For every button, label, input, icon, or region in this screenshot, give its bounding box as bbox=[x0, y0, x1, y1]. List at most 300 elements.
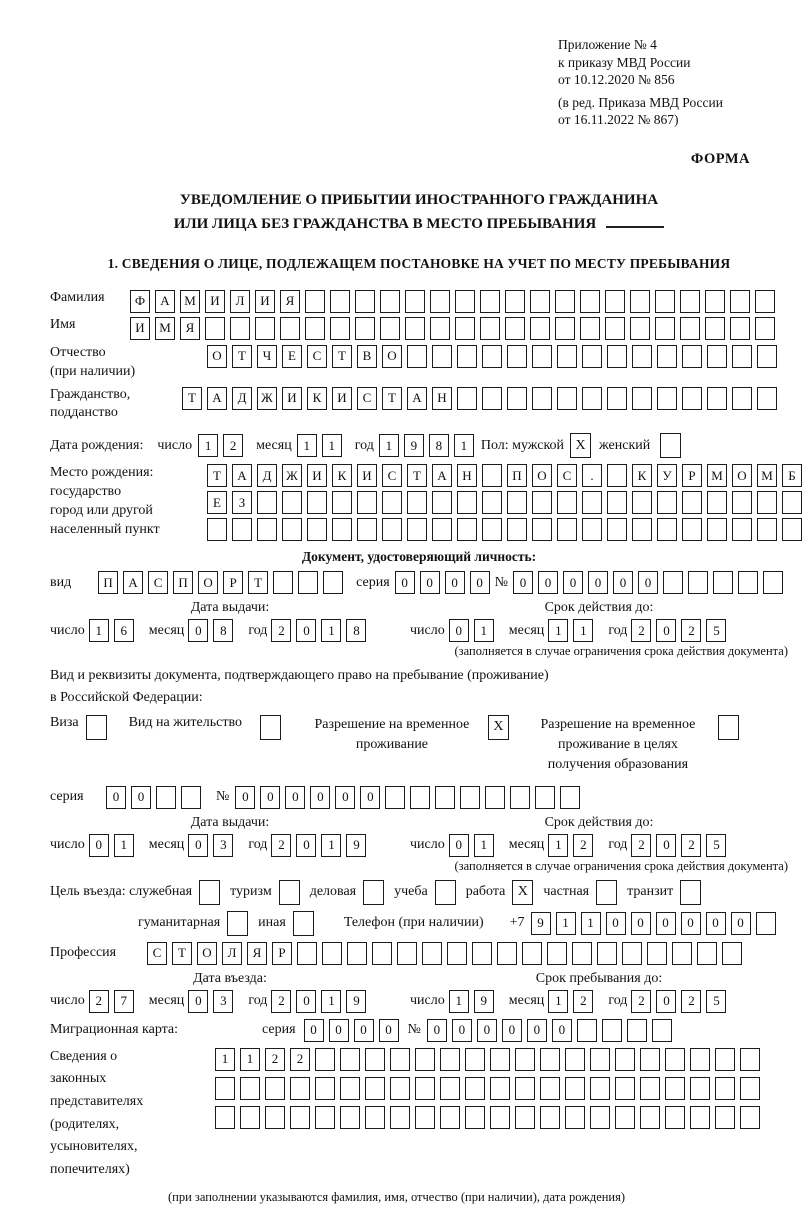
char-cell[interactable] bbox=[215, 1106, 235, 1129]
char-cell[interactable]: Б bbox=[782, 464, 802, 487]
char-cell[interactable]: Ж bbox=[257, 387, 277, 410]
char-cell[interactable] bbox=[515, 1077, 535, 1100]
char-cell[interactable]: 0 bbox=[360, 786, 380, 809]
char-cell[interactable] bbox=[507, 345, 527, 368]
char-cell[interactable]: 6 bbox=[114, 619, 134, 642]
char-cell[interactable] bbox=[265, 1106, 285, 1129]
char-cell[interactable]: П bbox=[173, 571, 193, 594]
char-cell[interactable] bbox=[640, 1048, 660, 1071]
char-cell[interactable] bbox=[240, 1106, 260, 1129]
char-cell[interactable] bbox=[705, 290, 725, 313]
char-cell[interactable]: 0 bbox=[502, 1019, 522, 1042]
char-cell[interactable]: 0 bbox=[588, 571, 608, 594]
permit-valid-month-cells[interactable] bbox=[548, 834, 598, 857]
char-cell[interactable]: 3 bbox=[213, 834, 233, 857]
birthplace-cells-3[interactable] bbox=[207, 518, 807, 541]
char-cell[interactable] bbox=[782, 491, 802, 514]
char-cell[interactable] bbox=[282, 518, 302, 541]
char-cell[interactable] bbox=[515, 1106, 535, 1129]
char-cell[interactable] bbox=[407, 491, 427, 514]
char-cell[interactable] bbox=[472, 942, 492, 965]
char-cell[interactable] bbox=[782, 518, 802, 541]
char-cell[interactable] bbox=[330, 290, 350, 313]
char-cell[interactable] bbox=[510, 786, 530, 809]
char-cell[interactable] bbox=[357, 518, 377, 541]
char-cell[interactable]: 0 bbox=[452, 1019, 472, 1042]
char-cell[interactable]: Д bbox=[257, 464, 277, 487]
char-cell[interactable]: 2 bbox=[631, 619, 651, 642]
char-cell[interactable] bbox=[707, 518, 727, 541]
char-cell[interactable] bbox=[322, 942, 342, 965]
char-cell[interactable] bbox=[340, 1048, 360, 1071]
patronymic-cells[interactable] bbox=[207, 344, 782, 368]
char-cell[interactable]: Р bbox=[272, 942, 292, 965]
char-cell[interactable] bbox=[280, 317, 300, 340]
char-cell[interactable] bbox=[507, 491, 527, 514]
char-cell[interactable]: В bbox=[357, 345, 377, 368]
char-cell[interactable] bbox=[732, 387, 752, 410]
char-cell[interactable]: 2 bbox=[631, 990, 651, 1013]
char-cell[interactable] bbox=[530, 290, 550, 313]
visa-checkbox[interactable] bbox=[86, 715, 107, 740]
char-cell[interactable]: 1 bbox=[322, 434, 342, 457]
char-cell[interactable]: 2 bbox=[631, 834, 651, 857]
char-cell[interactable]: 1 bbox=[548, 990, 568, 1013]
char-cell[interactable]: . bbox=[582, 464, 602, 487]
char-cell[interactable] bbox=[457, 345, 477, 368]
char-cell[interactable] bbox=[565, 1077, 585, 1100]
char-cell[interactable] bbox=[627, 1019, 647, 1042]
char-cell[interactable] bbox=[615, 1048, 635, 1071]
char-cell[interactable] bbox=[757, 387, 777, 410]
purpose-tourism-checkbox[interactable] bbox=[279, 880, 300, 905]
char-cell[interactable] bbox=[482, 518, 502, 541]
char-cell[interactable] bbox=[380, 290, 400, 313]
char-cell[interactable] bbox=[547, 942, 567, 965]
char-cell[interactable] bbox=[640, 1077, 660, 1100]
permit-series-cells[interactable] bbox=[106, 786, 206, 809]
citizenship-cells[interactable] bbox=[182, 386, 782, 410]
char-cell[interactable]: 0 bbox=[354, 1019, 374, 1042]
firstname-cells[interactable] bbox=[130, 317, 780, 340]
char-cell[interactable] bbox=[422, 942, 442, 965]
char-cell[interactable]: Н bbox=[432, 387, 452, 410]
char-cell[interactable]: 1 bbox=[454, 434, 474, 457]
char-cell[interactable]: 1 bbox=[321, 834, 341, 857]
char-cell[interactable] bbox=[330, 317, 350, 340]
char-cell[interactable] bbox=[460, 786, 480, 809]
char-cell[interactable]: О bbox=[382, 345, 402, 368]
doc-issue-year-cells[interactable] bbox=[271, 619, 371, 642]
char-cell[interactable]: 2 bbox=[681, 834, 701, 857]
char-cell[interactable] bbox=[640, 1106, 660, 1129]
char-cell[interactable] bbox=[707, 387, 727, 410]
char-cell[interactable]: 1 bbox=[114, 834, 134, 857]
char-cell[interactable] bbox=[532, 491, 552, 514]
char-cell[interactable] bbox=[382, 518, 402, 541]
char-cell[interactable] bbox=[490, 1077, 510, 1100]
purpose-humanitarian-checkbox[interactable] bbox=[227, 911, 248, 936]
char-cell[interactable]: 1 bbox=[215, 1048, 235, 1071]
char-cell[interactable]: 0 bbox=[106, 786, 126, 809]
char-cell[interactable]: 0 bbox=[638, 571, 658, 594]
char-cell[interactable] bbox=[532, 387, 552, 410]
char-cell[interactable] bbox=[457, 387, 477, 410]
char-cell[interactable] bbox=[382, 491, 402, 514]
char-cell[interactable]: 0 bbox=[527, 1019, 547, 1042]
char-cell[interactable] bbox=[365, 1106, 385, 1129]
char-cell[interactable] bbox=[485, 786, 505, 809]
char-cell[interactable]: И bbox=[130, 317, 150, 340]
char-cell[interactable] bbox=[532, 345, 552, 368]
char-cell[interactable] bbox=[557, 345, 577, 368]
char-cell[interactable]: 1 bbox=[379, 434, 399, 457]
char-cell[interactable] bbox=[572, 942, 592, 965]
char-cell[interactable]: Т bbox=[172, 942, 192, 965]
char-cell[interactable]: 0 bbox=[235, 786, 255, 809]
char-cell[interactable] bbox=[690, 1077, 710, 1100]
char-cell[interactable] bbox=[682, 518, 702, 541]
char-cell[interactable] bbox=[590, 1106, 610, 1129]
char-cell[interactable]: Л bbox=[222, 942, 242, 965]
char-cell[interactable] bbox=[332, 491, 352, 514]
char-cell[interactable] bbox=[307, 518, 327, 541]
char-cell[interactable]: П bbox=[507, 464, 527, 487]
char-cell[interactable]: 0 bbox=[513, 571, 533, 594]
char-cell[interactable] bbox=[582, 491, 602, 514]
char-cell[interactable] bbox=[340, 1077, 360, 1100]
char-cell[interactable]: И bbox=[282, 387, 302, 410]
char-cell[interactable] bbox=[397, 942, 417, 965]
char-cell[interactable] bbox=[582, 345, 602, 368]
char-cell[interactable] bbox=[577, 1019, 597, 1042]
char-cell[interactable]: 8 bbox=[429, 434, 449, 457]
char-cell[interactable]: 9 bbox=[404, 434, 424, 457]
char-cell[interactable] bbox=[482, 491, 502, 514]
char-cell[interactable] bbox=[482, 464, 502, 487]
char-cell[interactable]: Н bbox=[457, 464, 477, 487]
char-cell[interactable]: 0 bbox=[296, 990, 316, 1013]
char-cell[interactable] bbox=[323, 571, 343, 594]
char-cell[interactable]: 1 bbox=[449, 990, 469, 1013]
doc-number-cells[interactable] bbox=[513, 571, 788, 594]
char-cell[interactable]: 0 bbox=[477, 1019, 497, 1042]
char-cell[interactable]: 1 bbox=[548, 834, 568, 857]
char-cell[interactable] bbox=[505, 317, 525, 340]
char-cell[interactable]: П bbox=[98, 571, 118, 594]
char-cell[interactable]: 2 bbox=[271, 619, 291, 642]
char-cell[interactable]: 1 bbox=[198, 434, 218, 457]
sex-male-checkbox[interactable]: X bbox=[570, 433, 591, 458]
char-cell[interactable] bbox=[355, 290, 375, 313]
char-cell[interactable]: Е bbox=[282, 345, 302, 368]
char-cell[interactable] bbox=[665, 1106, 685, 1129]
char-cell[interactable] bbox=[432, 345, 452, 368]
char-cell[interactable] bbox=[415, 1106, 435, 1129]
char-cell[interactable] bbox=[705, 317, 725, 340]
char-cell[interactable]: 0 bbox=[731, 912, 751, 935]
char-cell[interactable] bbox=[730, 290, 750, 313]
char-cell[interactable] bbox=[290, 1106, 310, 1129]
char-cell[interactable] bbox=[557, 387, 577, 410]
char-cell[interactable] bbox=[682, 345, 702, 368]
char-cell[interactable]: 8 bbox=[213, 619, 233, 642]
char-cell[interactable] bbox=[465, 1077, 485, 1100]
doc-issue-day-cells[interactable] bbox=[89, 619, 139, 642]
purpose-business-checkbox[interactable] bbox=[363, 880, 384, 905]
char-cell[interactable] bbox=[497, 942, 517, 965]
char-cell[interactable]: Т bbox=[232, 345, 252, 368]
char-cell[interactable] bbox=[690, 1106, 710, 1129]
char-cell[interactable]: 0 bbox=[188, 834, 208, 857]
char-cell[interactable]: 9 bbox=[474, 990, 494, 1013]
char-cell[interactable]: И bbox=[332, 387, 352, 410]
temp-permit-edu-checkbox[interactable] bbox=[718, 715, 739, 740]
char-cell[interactable]: 0 bbox=[395, 571, 415, 594]
doc-series-cells[interactable] bbox=[395, 571, 495, 594]
char-cell[interactable] bbox=[432, 491, 452, 514]
char-cell[interactable]: 5 bbox=[706, 990, 726, 1013]
char-cell[interactable]: 5 bbox=[706, 619, 726, 642]
char-cell[interactable]: С bbox=[557, 464, 577, 487]
purpose-official-checkbox[interactable] bbox=[199, 880, 220, 905]
char-cell[interactable]: М bbox=[757, 464, 777, 487]
char-cell[interactable]: А bbox=[207, 387, 227, 410]
char-cell[interactable] bbox=[757, 518, 777, 541]
char-cell[interactable]: И bbox=[205, 290, 225, 313]
char-cell[interactable] bbox=[715, 1106, 735, 1129]
char-cell[interactable] bbox=[535, 786, 555, 809]
char-cell[interactable] bbox=[457, 491, 477, 514]
permit-issue-day-cells[interactable] bbox=[89, 834, 139, 857]
char-cell[interactable] bbox=[307, 491, 327, 514]
char-cell[interactable] bbox=[490, 1048, 510, 1071]
char-cell[interactable]: М bbox=[707, 464, 727, 487]
char-cell[interactable] bbox=[715, 1077, 735, 1100]
char-cell[interactable] bbox=[740, 1106, 760, 1129]
char-cell[interactable]: 1 bbox=[297, 434, 317, 457]
char-cell[interactable]: 0 bbox=[706, 912, 726, 935]
char-cell[interactable]: 1 bbox=[474, 619, 494, 642]
char-cell[interactable] bbox=[415, 1048, 435, 1071]
char-cell[interactable] bbox=[682, 387, 702, 410]
char-cell[interactable]: 0 bbox=[613, 571, 633, 594]
char-cell[interactable]: А bbox=[155, 290, 175, 313]
char-cell[interactable]: 0 bbox=[89, 834, 109, 857]
char-cell[interactable]: А bbox=[407, 387, 427, 410]
char-cell[interactable] bbox=[652, 1019, 672, 1042]
char-cell[interactable]: 0 bbox=[285, 786, 305, 809]
char-cell[interactable] bbox=[655, 317, 675, 340]
char-cell[interactable]: С bbox=[147, 942, 167, 965]
legal-cells-1[interactable] bbox=[215, 1048, 765, 1071]
char-cell[interactable] bbox=[757, 345, 777, 368]
char-cell[interactable]: 2 bbox=[681, 990, 701, 1013]
char-cell[interactable]: 2 bbox=[573, 834, 593, 857]
char-cell[interactable] bbox=[507, 518, 527, 541]
char-cell[interactable]: И bbox=[255, 290, 275, 313]
char-cell[interactable]: 2 bbox=[223, 434, 243, 457]
char-cell[interactable] bbox=[457, 518, 477, 541]
char-cell[interactable] bbox=[557, 518, 577, 541]
char-cell[interactable] bbox=[655, 290, 675, 313]
char-cell[interactable]: Л bbox=[230, 290, 250, 313]
char-cell[interactable]: О bbox=[207, 345, 227, 368]
char-cell[interactable] bbox=[657, 345, 677, 368]
char-cell[interactable] bbox=[605, 290, 625, 313]
char-cell[interactable]: Ч bbox=[257, 345, 277, 368]
char-cell[interactable] bbox=[465, 1106, 485, 1129]
char-cell[interactable]: 0 bbox=[427, 1019, 447, 1042]
char-cell[interactable]: 0 bbox=[329, 1019, 349, 1042]
char-cell[interactable] bbox=[680, 317, 700, 340]
char-cell[interactable]: И bbox=[357, 464, 377, 487]
char-cell[interactable] bbox=[315, 1048, 335, 1071]
char-cell[interactable] bbox=[607, 464, 627, 487]
char-cell[interactable] bbox=[632, 518, 652, 541]
purpose-work-checkbox[interactable]: X bbox=[512, 880, 533, 905]
char-cell[interactable] bbox=[232, 518, 252, 541]
char-cell[interactable] bbox=[305, 317, 325, 340]
char-cell[interactable] bbox=[315, 1077, 335, 1100]
char-cell[interactable] bbox=[657, 518, 677, 541]
char-cell[interactable]: О bbox=[532, 464, 552, 487]
birth-month-cells[interactable] bbox=[297, 434, 347, 457]
profession-cells[interactable] bbox=[147, 942, 747, 965]
char-cell[interactable] bbox=[440, 1106, 460, 1129]
char-cell[interactable]: 0 bbox=[335, 786, 355, 809]
char-cell[interactable] bbox=[465, 1048, 485, 1071]
char-cell[interactable] bbox=[590, 1077, 610, 1100]
char-cell[interactable] bbox=[763, 571, 783, 594]
char-cell[interactable] bbox=[715, 1048, 735, 1071]
char-cell[interactable]: 0 bbox=[445, 571, 465, 594]
char-cell[interactable]: Е bbox=[207, 491, 227, 514]
char-cell[interactable] bbox=[690, 1048, 710, 1071]
char-cell[interactable] bbox=[205, 317, 225, 340]
purpose-transit-checkbox[interactable] bbox=[680, 880, 701, 905]
char-cell[interactable]: С bbox=[307, 345, 327, 368]
char-cell[interactable] bbox=[557, 491, 577, 514]
char-cell[interactable] bbox=[615, 1106, 635, 1129]
char-cell[interactable]: Р bbox=[682, 464, 702, 487]
char-cell[interactable] bbox=[740, 1077, 760, 1100]
char-cell[interactable] bbox=[756, 912, 776, 935]
char-cell[interactable]: Ф bbox=[130, 290, 150, 313]
char-cell[interactable] bbox=[440, 1048, 460, 1071]
char-cell[interactable]: С bbox=[357, 387, 377, 410]
char-cell[interactable] bbox=[390, 1077, 410, 1100]
char-cell[interactable] bbox=[713, 571, 733, 594]
char-cell[interactable]: 2 bbox=[265, 1048, 285, 1071]
char-cell[interactable]: 0 bbox=[538, 571, 558, 594]
char-cell[interactable]: Д bbox=[232, 387, 252, 410]
mig-number-cells[interactable] bbox=[427, 1019, 677, 1042]
char-cell[interactable] bbox=[732, 491, 752, 514]
permit-issue-month-cells[interactable] bbox=[188, 834, 238, 857]
char-cell[interactable] bbox=[665, 1077, 685, 1100]
char-cell[interactable] bbox=[607, 491, 627, 514]
char-cell[interactable] bbox=[407, 345, 427, 368]
char-cell[interactable]: О bbox=[198, 571, 218, 594]
char-cell[interactable]: М bbox=[155, 317, 175, 340]
purpose-study-checkbox[interactable] bbox=[435, 880, 456, 905]
char-cell[interactable] bbox=[505, 290, 525, 313]
char-cell[interactable]: 0 bbox=[379, 1019, 399, 1042]
birthplace-cells-2[interactable] bbox=[207, 491, 807, 514]
birthplace-cells-1[interactable] bbox=[207, 464, 807, 487]
char-cell[interactable] bbox=[515, 1048, 535, 1071]
char-cell[interactable] bbox=[560, 786, 580, 809]
char-cell[interactable] bbox=[480, 317, 500, 340]
char-cell[interactable]: 1 bbox=[240, 1048, 260, 1071]
char-cell[interactable]: С bbox=[148, 571, 168, 594]
char-cell[interactable] bbox=[757, 491, 777, 514]
char-cell[interactable]: 9 bbox=[346, 990, 366, 1013]
char-cell[interactable] bbox=[181, 786, 201, 809]
char-cell[interactable] bbox=[490, 1106, 510, 1129]
char-cell[interactable]: 2 bbox=[271, 834, 291, 857]
char-cell[interactable]: Я bbox=[180, 317, 200, 340]
char-cell[interactable] bbox=[298, 571, 318, 594]
char-cell[interactable] bbox=[447, 942, 467, 965]
char-cell[interactable] bbox=[305, 290, 325, 313]
char-cell[interactable]: 0 bbox=[656, 619, 676, 642]
char-cell[interactable] bbox=[665, 1048, 685, 1071]
char-cell[interactable] bbox=[455, 317, 475, 340]
doc-valid-day-cells[interactable] bbox=[449, 619, 499, 642]
char-cell[interactable]: 0 bbox=[260, 786, 280, 809]
char-cell[interactable] bbox=[273, 571, 293, 594]
residence-permit-checkbox[interactable] bbox=[260, 715, 281, 740]
char-cell[interactable]: Т bbox=[407, 464, 427, 487]
char-cell[interactable]: 1 bbox=[321, 990, 341, 1013]
char-cell[interactable] bbox=[630, 317, 650, 340]
char-cell[interactable] bbox=[207, 518, 227, 541]
stay-month-cells[interactable] bbox=[548, 990, 598, 1013]
char-cell[interactable] bbox=[632, 491, 652, 514]
char-cell[interactable] bbox=[580, 317, 600, 340]
char-cell[interactable] bbox=[580, 290, 600, 313]
char-cell[interactable]: К bbox=[632, 464, 652, 487]
char-cell[interactable]: 0 bbox=[656, 834, 676, 857]
char-cell[interactable] bbox=[647, 942, 667, 965]
doc-valid-month-cells[interactable] bbox=[548, 619, 598, 642]
doc-issue-month-cells[interactable] bbox=[188, 619, 238, 642]
surname-cells[interactable] bbox=[130, 290, 780, 313]
char-cell[interactable] bbox=[405, 317, 425, 340]
char-cell[interactable]: 0 bbox=[470, 571, 490, 594]
char-cell[interactable] bbox=[607, 518, 627, 541]
char-cell[interactable] bbox=[282, 491, 302, 514]
entry-day-cells[interactable] bbox=[89, 990, 139, 1013]
char-cell[interactable]: 0 bbox=[449, 619, 469, 642]
char-cell[interactable] bbox=[672, 942, 692, 965]
char-cell[interactable]: 5 bbox=[706, 834, 726, 857]
char-cell[interactable] bbox=[257, 491, 277, 514]
char-cell[interactable]: 2 bbox=[89, 990, 109, 1013]
char-cell[interactable]: Я bbox=[247, 942, 267, 965]
char-cell[interactable] bbox=[532, 518, 552, 541]
char-cell[interactable]: 0 bbox=[310, 786, 330, 809]
char-cell[interactable]: 1 bbox=[548, 619, 568, 642]
char-cell[interactable] bbox=[565, 1106, 585, 1129]
char-cell[interactable]: 1 bbox=[321, 619, 341, 642]
char-cell[interactable]: О bbox=[197, 942, 217, 965]
char-cell[interactable]: У bbox=[657, 464, 677, 487]
char-cell[interactable]: 0 bbox=[131, 786, 151, 809]
char-cell[interactable] bbox=[630, 290, 650, 313]
